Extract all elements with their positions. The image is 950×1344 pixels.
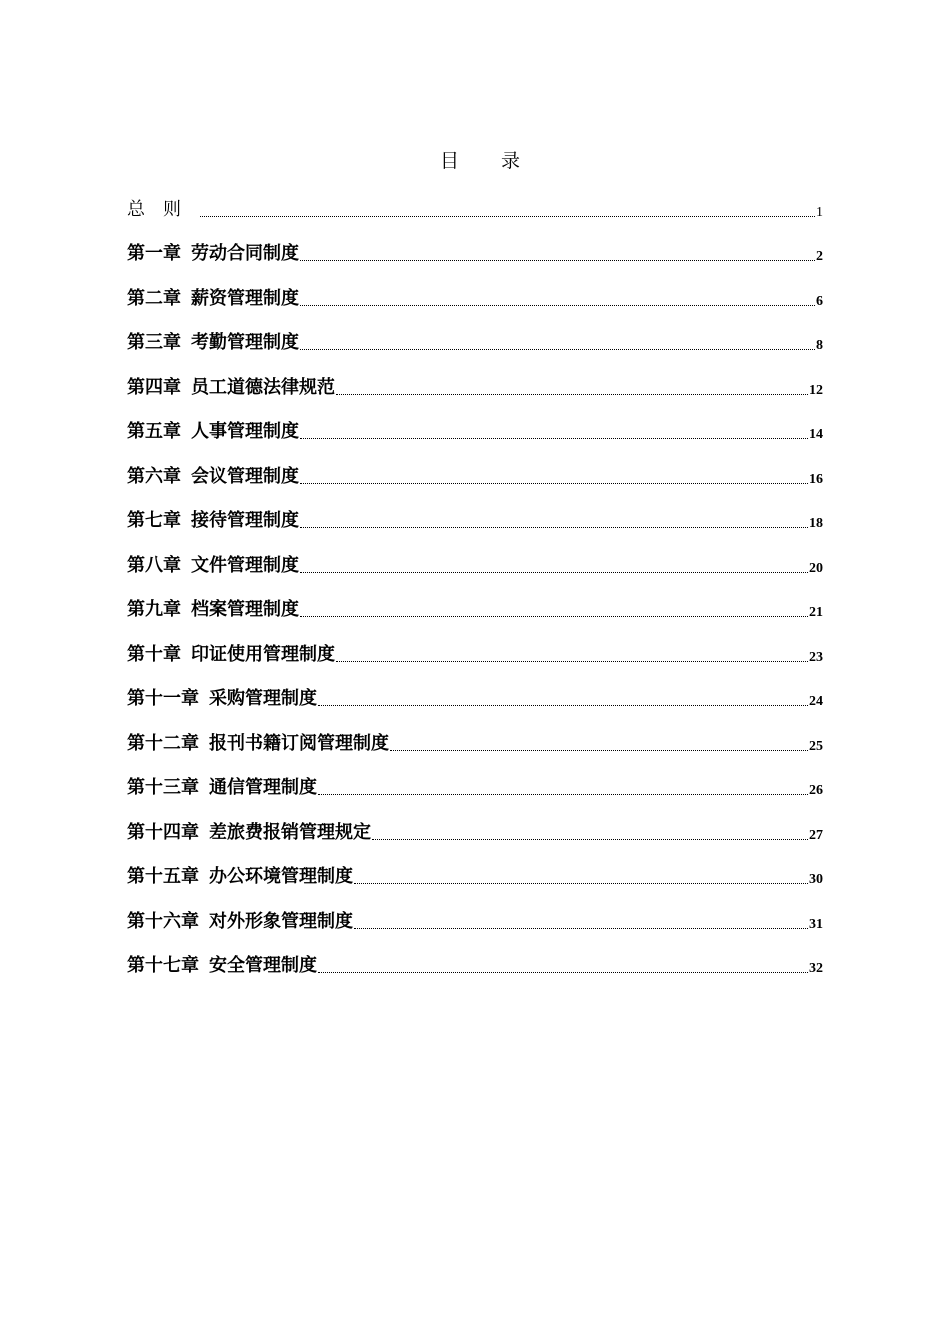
toc-entry-page: 26 bbox=[809, 783, 823, 798]
toc-entry-chapter-7[interactable] bbox=[127, 502, 823, 547]
toc-entry-number: 第十三章 bbox=[127, 777, 199, 798]
toc-entry-number: 第十章 bbox=[127, 643, 181, 665]
toc-entry-title: 文件管理制度 bbox=[191, 554, 299, 576]
toc-entry-page: 27 bbox=[809, 827, 823, 843]
toc-entry-page: 2 bbox=[816, 249, 823, 264]
toc-entry-number: 第十七章 bbox=[127, 955, 199, 976]
toc-leader-dots bbox=[318, 794, 808, 795]
toc-entry-label bbox=[127, 644, 335, 666]
toc-leader-dots bbox=[300, 483, 808, 484]
toc-entry-title: 对外形象管理制度 bbox=[209, 910, 353, 932]
toc-entry-page: 24 bbox=[809, 694, 823, 709]
toc-entry-label bbox=[127, 822, 371, 844]
toc-entry-title: 劳动合同制度 bbox=[191, 243, 299, 264]
toc-entry-label bbox=[127, 421, 299, 443]
toc-entry-number: 第十一章 bbox=[127, 688, 199, 709]
toc-entry-label bbox=[127, 777, 317, 799]
toc-entry-general[interactable] bbox=[127, 190, 823, 235]
toc-entry-title: 接待管理制度 bbox=[191, 510, 299, 531]
toc-entry-number: 第十五章 bbox=[127, 866, 199, 887]
toc-entry-page: 32 bbox=[809, 961, 823, 976]
toc-entry-label bbox=[127, 555, 299, 577]
toc-entry-page: 18 bbox=[809, 516, 823, 531]
toc-leader-dots bbox=[300, 616, 808, 617]
toc-entry-title: 差旅费报销管理规定 bbox=[209, 821, 371, 843]
toc-entry-chapter-9[interactable] bbox=[127, 591, 823, 636]
toc-entry-number: 第四章 bbox=[127, 376, 181, 398]
toc-entry-chapter-1[interactable] bbox=[127, 235, 823, 280]
toc-entry-label bbox=[127, 911, 353, 933]
toc-entry-number: 总则 bbox=[127, 198, 199, 220]
toc-entry-label bbox=[127, 866, 353, 888]
toc-entry-page: 14 bbox=[809, 427, 823, 442]
toc-entry-chapter-16[interactable] bbox=[127, 902, 823, 947]
toc-entry-chapter-5[interactable] bbox=[127, 413, 823, 458]
toc-entry-chapter-17[interactable] bbox=[127, 947, 823, 992]
toc-entry-title: 通信管理制度 bbox=[209, 777, 317, 798]
toc-entry-chapter-6[interactable] bbox=[127, 457, 823, 502]
toc-entry-title: 人事管理制度 bbox=[191, 421, 299, 442]
page-title: 目 录 bbox=[439, 150, 539, 172]
toc-entry-page: 12 bbox=[809, 382, 823, 398]
toc-entry-chapter-8[interactable] bbox=[127, 546, 823, 591]
toc-entry-number: 第八章 bbox=[127, 554, 181, 576]
toc-entry-title: 会议管理制度 bbox=[191, 465, 299, 487]
toc-leader-dots bbox=[336, 394, 808, 395]
toc-leader-dots bbox=[354, 883, 808, 884]
toc-entry-number: 第九章 bbox=[127, 599, 181, 620]
toc-entry-label bbox=[127, 599, 299, 621]
toc-entry-label bbox=[127, 377, 335, 399]
toc-entry-chapter-11[interactable] bbox=[127, 680, 823, 725]
toc-entry-title: 档案管理制度 bbox=[191, 599, 299, 620]
toc-entry-page: 6 bbox=[816, 293, 823, 309]
toc-entry-label bbox=[127, 332, 299, 354]
toc-entry-number: 第三章 bbox=[127, 332, 181, 353]
toc-leader-dots bbox=[300, 438, 808, 439]
toc-entry-title: 报刊书籍订阅管理制度 bbox=[209, 732, 389, 754]
toc-entry-label bbox=[127, 510, 299, 532]
toc-entry-chapter-3[interactable] bbox=[127, 324, 823, 369]
toc-entry-chapter-2[interactable] bbox=[127, 279, 823, 324]
toc-entry-number: 第七章 bbox=[127, 510, 181, 531]
toc-entry-page: 16 bbox=[809, 471, 823, 487]
toc-entry-label bbox=[127, 243, 299, 265]
toc-leader-dots bbox=[318, 705, 808, 706]
toc-entry-label bbox=[127, 288, 299, 310]
toc-entry-page: 31 bbox=[809, 916, 823, 932]
toc-leader-dots bbox=[390, 750, 808, 751]
toc-leader-dots bbox=[354, 928, 808, 929]
toc-leader-dots bbox=[300, 572, 808, 573]
toc-entry-title: 安全管理制度 bbox=[209, 955, 317, 976]
toc-entry-page: 1 bbox=[816, 204, 823, 220]
toc-leader-dots bbox=[300, 349, 815, 350]
toc-entry-label bbox=[127, 688, 317, 710]
toc-entry-number: 第十六章 bbox=[127, 910, 199, 932]
toc-entry-page: 20 bbox=[809, 560, 823, 576]
toc-leader-dots bbox=[318, 972, 808, 973]
toc-entry-chapter-14[interactable] bbox=[127, 813, 823, 858]
toc-entry-chapter-10[interactable] bbox=[127, 635, 823, 680]
toc-entry-number: 第十四章 bbox=[127, 821, 199, 843]
toc-entry-chapter-13[interactable] bbox=[127, 769, 823, 814]
toc-entry-label bbox=[127, 466, 299, 488]
toc-entry-label bbox=[127, 733, 389, 755]
toc-entry-chapter-15[interactable] bbox=[127, 858, 823, 903]
toc-entry-number: 第六章 bbox=[127, 465, 181, 487]
toc-entry-number: 第五章 bbox=[127, 421, 181, 442]
toc-leader-dots bbox=[336, 661, 808, 662]
toc-entry-label bbox=[127, 199, 199, 221]
toc-entry-page: 23 bbox=[809, 649, 823, 665]
toc-leader-dots bbox=[300, 260, 815, 261]
toc-entry-title: 采购管理制度 bbox=[209, 688, 317, 709]
toc-entry-number: 第一章 bbox=[127, 243, 181, 264]
toc-entry-title: 办公环境管理制度 bbox=[209, 866, 353, 887]
toc-entry-chapter-12[interactable] bbox=[127, 724, 823, 769]
toc-leader-dots bbox=[372, 839, 808, 840]
toc-entry-chapter-4[interactable] bbox=[127, 368, 823, 413]
toc-entry-page: 25 bbox=[809, 738, 823, 754]
toc-entry-page: 8 bbox=[816, 338, 823, 353]
toc-leader-dots bbox=[200, 216, 815, 217]
table-of-contents bbox=[127, 190, 823, 991]
toc-entry-page: 30 bbox=[809, 872, 823, 887]
toc-entry-title: 员工道德法律规范 bbox=[191, 376, 335, 398]
toc-leader-dots bbox=[300, 305, 815, 306]
toc-entry-title: 印证使用管理制度 bbox=[191, 643, 335, 665]
toc-entry-page: 21 bbox=[809, 605, 823, 620]
toc-entry-label bbox=[127, 955, 317, 977]
toc-entry-number: 第十二章 bbox=[127, 732, 199, 754]
toc-entry-title: 薪资管理制度 bbox=[191, 287, 299, 309]
toc-entry-title: 考勤管理制度 bbox=[191, 332, 299, 353]
toc-entry-number: 第二章 bbox=[127, 287, 181, 309]
toc-leader-dots bbox=[300, 527, 808, 528]
